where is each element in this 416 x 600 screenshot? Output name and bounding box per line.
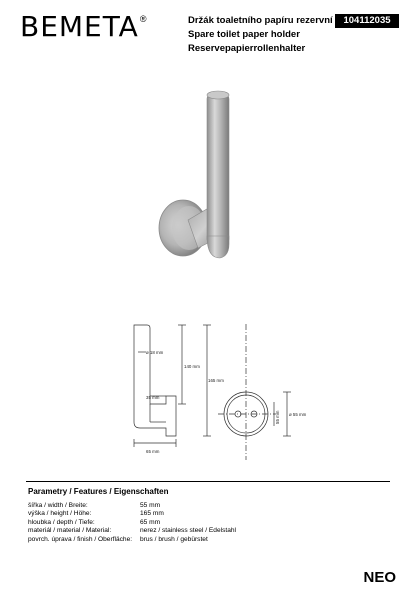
parameter-row	[28, 510, 236, 518]
title-czech: Držák toaletního papíru rezervní	[188, 15, 333, 26]
parameter-row	[28, 519, 236, 527]
dim-rod-length: 140 mm	[184, 364, 200, 369]
parameters-title: Parametry / Features / Eigenschaften	[28, 487, 169, 496]
product-photo	[0, 60, 416, 310]
parameters-table	[28, 502, 236, 544]
parameter-row	[28, 502, 236, 510]
brand-name: BEMETA	[20, 10, 139, 43]
parameter-row	[28, 527, 236, 535]
parameter-value: 65 mm	[140, 518, 161, 526]
brand-logo	[20, 10, 146, 44]
parameter-label: materiál / material / Material:	[28, 527, 112, 535]
product-code: 104112035	[335, 14, 399, 28]
section-divider	[26, 481, 390, 482]
rod-shape	[207, 94, 229, 244]
parameter-label: povrch. úprava / finish / Oberfläche:	[28, 535, 133, 543]
dim-arm-depth: 35 mm	[146, 395, 160, 400]
parameter-label: hloubka / depth / Tiefe:	[28, 518, 95, 526]
registered-mark: ®	[139, 14, 147, 24]
dim-total-height: 165 mm	[208, 378, 224, 383]
title-english: Spare toilet paper holder	[188, 29, 300, 40]
parameter-label: výška / height / Höhe:	[28, 510, 92, 518]
parameter-value: nerez / stainless steel / Edelstahl	[140, 527, 237, 535]
dim-rosette-diameter: ø 55 mm	[289, 412, 307, 417]
product-titles	[188, 14, 333, 56]
parameter-label: šířka / width / Breite:	[28, 502, 88, 509]
parameter-value: 165 mm	[140, 510, 164, 518]
dim-width: 65 mm	[146, 449, 160, 454]
parameter-row	[28, 536, 236, 544]
title-german: Reservepapierrollenhalter	[188, 43, 306, 54]
series-name: NEO	[363, 569, 396, 586]
parameter-value: 55 mm	[140, 502, 161, 509]
dim-rosette-height: 55 mm	[275, 410, 280, 424]
parameter-value: brus / brush / gebürstet	[140, 535, 208, 543]
technical-drawing	[0, 310, 416, 470]
dim-rod-diameter: ø 18 mm	[146, 350, 164, 355]
